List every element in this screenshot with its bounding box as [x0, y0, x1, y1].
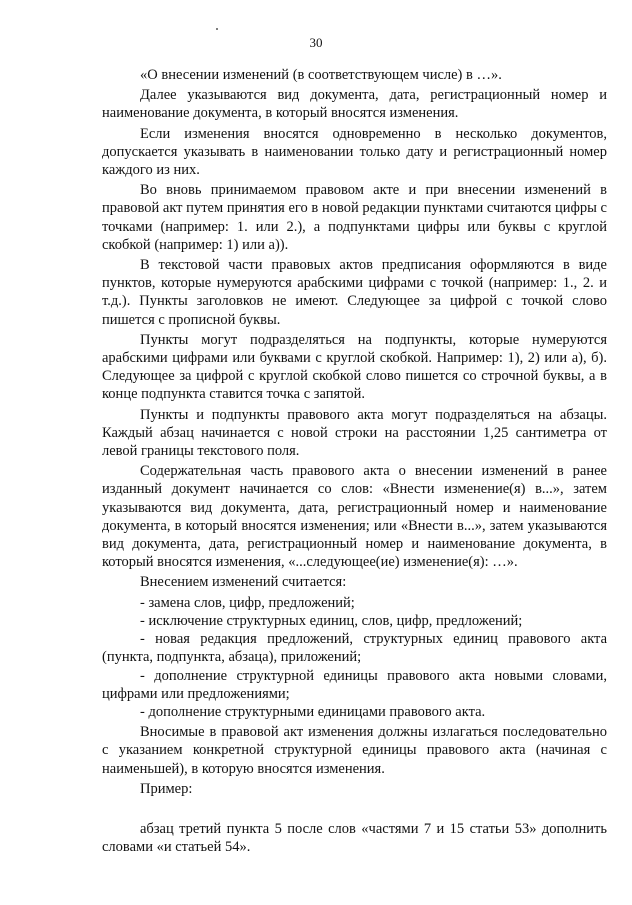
list-item: - дополнение структурными единицами правового акта.	[140, 703, 486, 720]
paragraph-example-label: Пример:	[140, 780, 193, 797]
paragraph: Если изменения вносятся одновременно в несколько документов, допускается указывать в наименовании только дату и регистрационный номер каждого из них.	[102, 125, 607, 179]
page-number: 30	[309, 35, 323, 50]
changes-list	[102, 594, 607, 721]
document-body	[102, 66, 607, 858]
paragraph: В текстовой части правовых актов предписания оформляются в виде пунктов, которые нумеруются арабскими цифрами с точкой (например: 1., 2. и т.д.). Пункты заголовков не имеют. Следующее за цифрой с точкой слово пишется с прописной буквы.	[102, 257, 607, 328]
list-item: - исключение структурных единиц, слов, цифр, предложений;	[140, 612, 523, 629]
paragraph: Пункты могут подразделяться на подпункты, которые нумеруются арабскими цифрами или буквами с круглой скобкой. Например: 1), 2) или а), б). Следующее за цифрой с круглой скобкой слово пишется со строчной буквы, а в конце подпункта ставится точка с запятой.	[102, 331, 607, 403]
paragraph: Во вновь принимаемом правовом акте и при внесении изменений в правовой акт путем принятия его в новой редакции пунктами считаются цифры с точками (например: 1. или 2.), а подпунктами цифры или буквы с круглой скобкой (например: 1) или а)).	[102, 182, 607, 253]
paragraph-example: абзац третий пункта 5 после слов «частями 7 и 15 статьи 53» дополнить словами «и статьей 54».	[102, 820, 607, 856]
paragraph: Содержательная часть правового акта о внесении изменений в ранее изданный документ начинается со слов: «Внести изменение(я) в...», затем указываются вид документа, дата, регистрационный номер и наименование документа, в который вносятся изменения; или «Внести в...», затем указываются вид документа, дата, регистрационный номер и наименование документа, в который вносятся изменения, «...следующее(ие) изменение(я): …».	[102, 463, 607, 571]
paragraph-title-formula: «О внесении изменений (в соответствующем числе) в …».	[140, 67, 502, 83]
paragraph: Вносимые в правовой акт изменения должны излагаться последовательно с указанием конкретной структурной единицы правового акта (начиная с наименьшей), в которую вносятся изменения.	[102, 724, 607, 777]
list-item: - новая редакция предложений, структурных единиц правового акта (пункта, подпункта, абзаца), приложений;	[102, 631, 607, 666]
scan-speck	[216, 28, 218, 30]
paragraph: Внесением изменений считается:	[140, 574, 347, 591]
list-item: - дополнение структурной единицы правового акта новыми словами, цифрами или предложениями;	[102, 667, 607, 702]
paragraph: Пункты и подпункты правового акта могут подразделяться на абзацы. Каждый абзац начинается с новой строки на расстоянии 1,25 сантиметра от левой границы текстового поля.	[102, 406, 607, 460]
list-item: - замена слов, цифр, предложений;	[140, 594, 355, 611]
paragraph: Далее указываются вид документа, дата, регистрационный номер и наименование документа, в который вносятся изменения.	[102, 87, 607, 122]
